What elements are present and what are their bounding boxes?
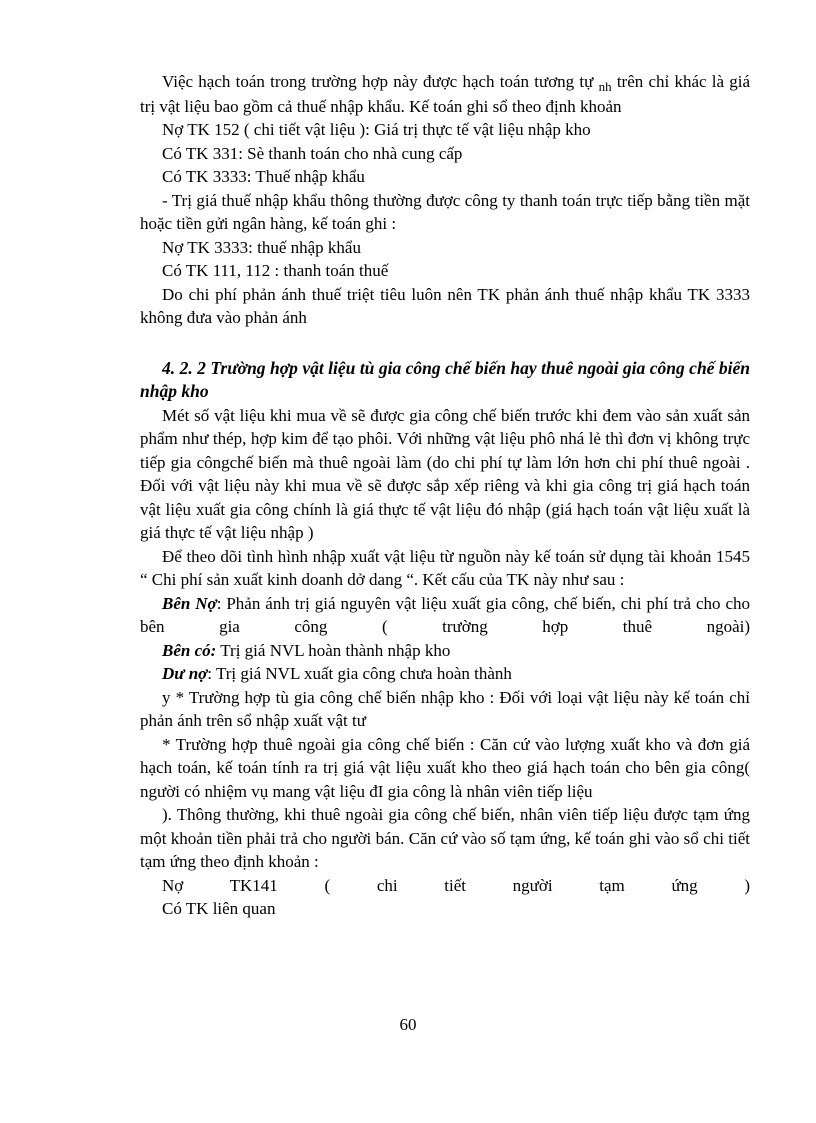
paragraph-du-no <box>140 662 750 686</box>
entry-credit-111-112: Có TK 111, 112 : thanh toán thuế <box>162 261 389 280</box>
text: trên chỉ khác là giá trị vật liệu bao gồm cả thuế nhập khẩu. Kế toán ghi sổ theo định khoản <box>140 72 751 116</box>
entry-debit-141: Nợ TK141 ( chi tiết người tạm ứng ) <box>162 875 750 895</box>
paragraph-account-1545: Để theo dõi tình hình nhập xuất vật liệu từ nguồn này kế toán sử dụng tài khoản 1545 “ Chi phí sản xuất kinh doanh dở dang “. Kết cấu của TK này như sau : <box>140 546 750 589</box>
paragraph-processing: Mét số vật liệu khi mua về sẽ được gia công chế biến trước khi đem vào sản xuất sản phẩm như thép, hợp kim để tạo phôi. Với những vật liệu phô nhá lẻ thì đơn vị không trực tiếp gia côngchế biến mà thuê ngoài làm (do chi phí tự làm lớn hơn chi phí thuê ngoài . Đối với vật liệu này khi mua về sẽ được sắp xếp riêng và khi gia công trị giá hạch toán vật liệu xuất gia công chính là giá thực tế vật liệu đó nhập (giá hạch toán vật liệu xuất là giá thực tế vật liệu nhập ) <box>140 405 750 542</box>
du-no-label: Dư nợ <box>162 664 208 683</box>
paragraph-tax-note: Do chi phí phản ánh thuế triệt tiêu luôn nên TK phản ánh thuế nhập khẩu TK 3333 không đưa vào phản ánh <box>140 284 750 327</box>
paragraph-advance: ). Thông thường, khi thuê ngoài gia công chế biến, nhân viên tiếp liệu được tạm ứng một khoản tiền phải trả cho người bán. Căn cứ vào số tạm ứng, kế toán ghi vào sổ chi tiết tạm ứng theo định khoản : <box>140 805 750 871</box>
paragraph-intro <box>140 70 750 118</box>
ben-co-label: Bên có: <box>162 640 217 660</box>
ben-co-text: Trị giá NVL hoàn thành nhập kho <box>220 640 451 660</box>
paragraph-import-tax: - Trị giá thuế nhập khẩu thông thường được công ty thanh toán trực tiếp bằng tiền mặt hoặc tiền gửi ngân hàng, kế toán ghi : <box>140 190 750 233</box>
paragraph-ben-co <box>140 639 750 663</box>
du-no-text: : Trị giá NVL xuất gia công chưa hoàn thành <box>207 664 512 683</box>
entry-credit-related: Có TK liên quan <box>162 899 276 918</box>
section-heading: 4. 2. 2 Trường hợp vật liệu tù gia công chế biến hay thuê ngoài gia công chế biến nhập kho <box>140 357 750 401</box>
entry-credit-331: Có TK 331: Sè thanh toán cho nhà cung cấp <box>162 143 463 163</box>
ben-no-text: : Phản ánh trị giá nguyên vật liệu xuất gia công, chế biến, chi phí trả cho cho bên gia công ( trường hợp thuê ngoài) <box>140 593 750 636</box>
entry-credit-3333: Có TK 3333: Thuế nhập khẩu <box>162 167 365 186</box>
paragraph-self-processing: y * Trường hợp tù gia công chế biến nhập kho : Đối với loại vật liệu này kế toán chỉ phản ánh trên sổ nhập xuất vật tư <box>140 687 750 730</box>
paragraph-ben-no <box>140 592 750 639</box>
entry-debit-152: Nợ TK 152 ( chi tiết vật liệu ): Giá trị thực tế vật liệu nhập kho <box>162 120 591 139</box>
text: Việc hạch toán trong trường hợp này được hạch toán tương tự <box>162 72 594 91</box>
entry-debit-3333: Nợ TK 3333: thuế nhập khẩu <box>162 237 361 257</box>
paragraph-outsourced: * Trường hợp thuê ngoài gia công chế biến : Căn cứ vào lượng xuất kho và đơn giá hạch toán, kế toán tính ra trị giá vật liệu xuất kho theo giá hạch toán cho bên gia công( người có nhiệm vụ mang vật liệu đI gia công là nhân viên tiếp liệu <box>140 734 750 801</box>
ben-no-label: Bên Nợ <box>162 593 217 613</box>
page-body <box>140 70 750 921</box>
page-number: 60 <box>399 1015 417 1034</box>
subscript-text: nh <box>598 79 612 94</box>
